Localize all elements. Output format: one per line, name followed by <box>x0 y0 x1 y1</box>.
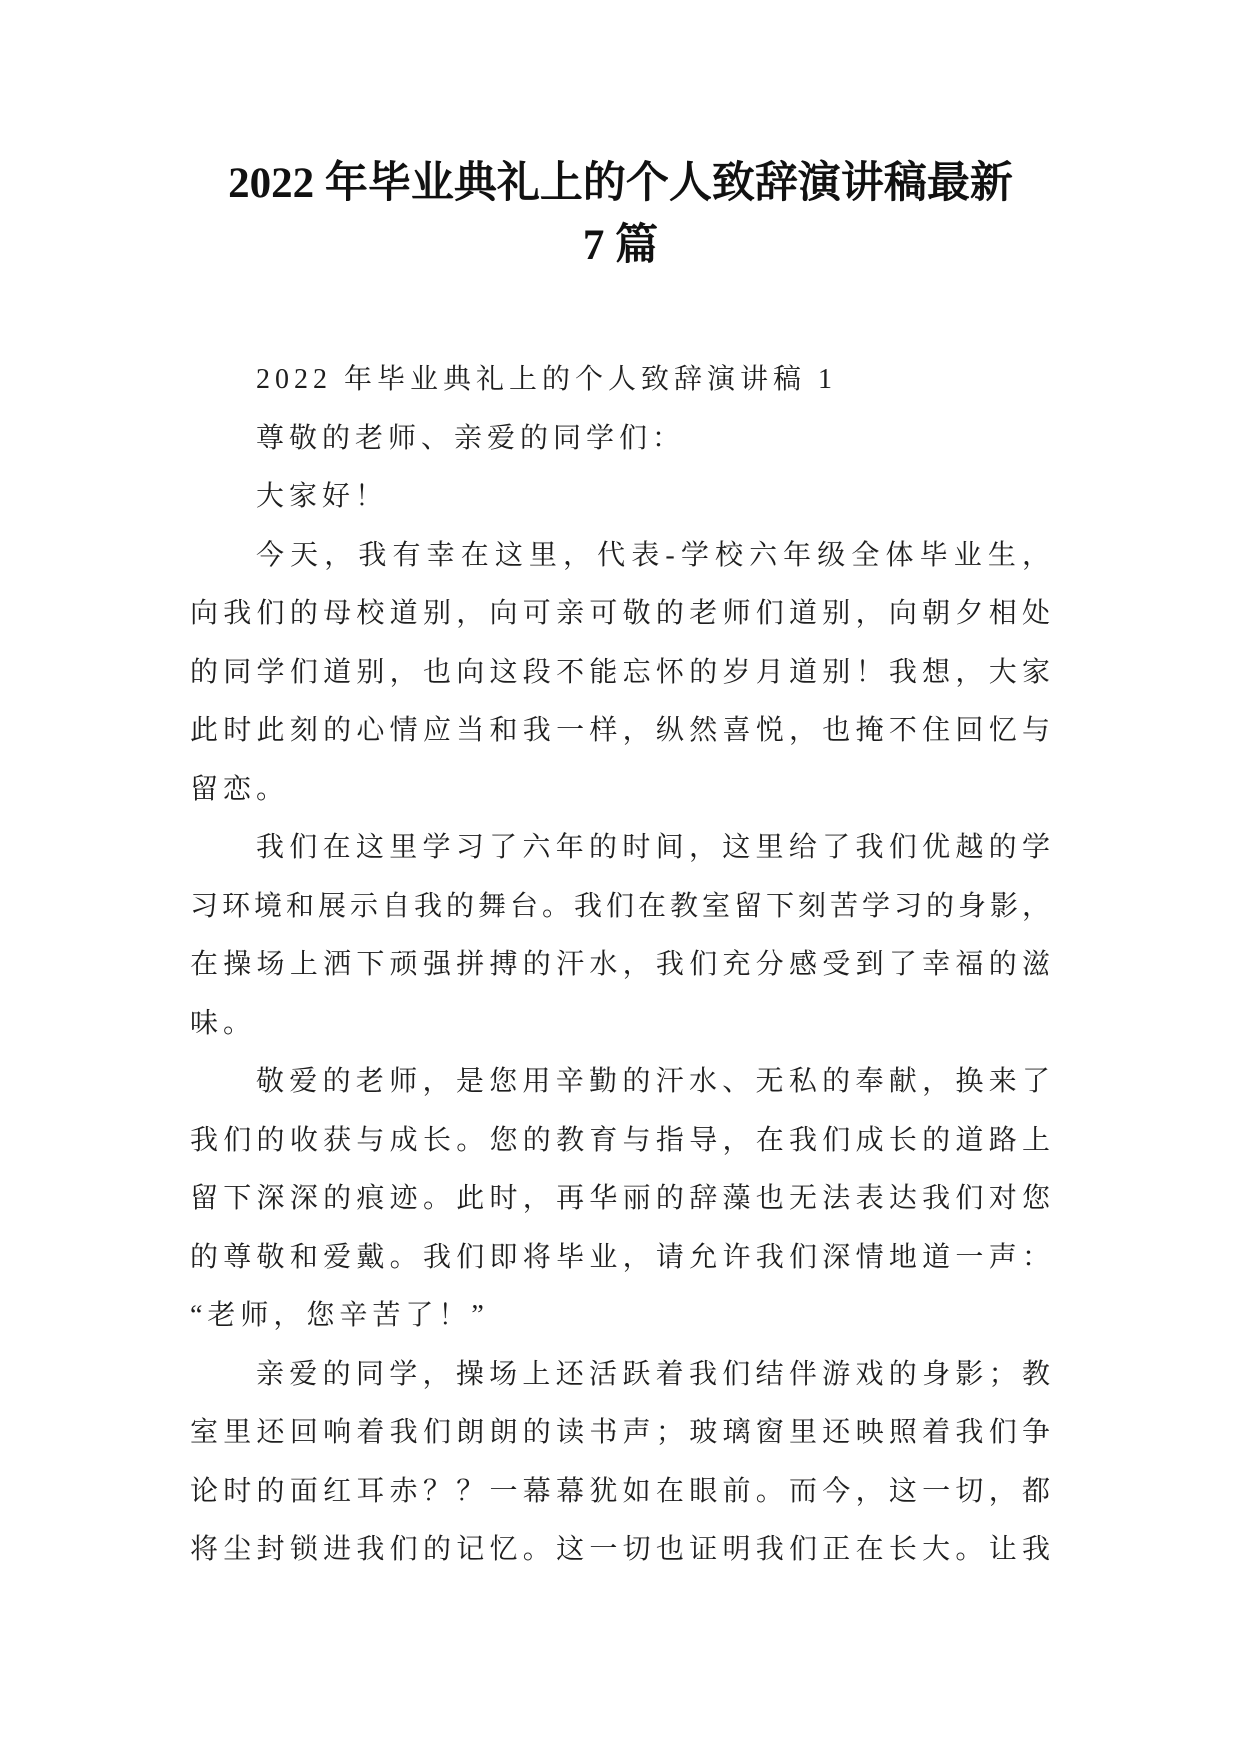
text-line: 向我们的母校道别，向可亲可敬的老师们道别，向朝夕相处 <box>190 598 1050 629</box>
text-line: 尊敬的老师、亲爱的同学们： <box>256 422 686 454</box>
body-paragraph <box>190 1346 1050 1580</box>
text-line: 此时此刻的心情应当和我一样，纵然喜悦，也掩不住回忆与 <box>190 715 1050 746</box>
text-line: 亲爱的同学，操场上还活跃着我们结伴游戏的身影；教 <box>256 1358 1050 1390</box>
text-line: 今天，我有幸在这里，代表-学校六年级全体毕业生， <box>256 539 1050 571</box>
text-line: “老师，您辛苦了！” <box>190 1300 489 1331</box>
text-line: 敬爱的老师，是您用辛勤的汗水、无私的奉献，换来了 <box>256 1066 1050 1097</box>
title-line: 7 篇 <box>582 222 659 269</box>
body-paragraph <box>190 527 1050 820</box>
text-line: 室里还回响着我们朗朗的读书声；玻璃窗里还映照着我们争 <box>190 1417 1050 1448</box>
body-paragraph <box>190 1053 1050 1346</box>
title-line: 2022 年毕业典礼上的个人致辞演讲稿最新 <box>228 160 1013 207</box>
text-line: 习环境和展示自我的舞台。我们在教室留下刻苦学习的身影， <box>190 890 1050 922</box>
text-line: 大家好！ <box>256 481 389 512</box>
document-body <box>190 351 1050 1580</box>
speech-heading <box>190 351 1050 410</box>
text-line: 留恋。 <box>190 773 290 805</box>
body-paragraph <box>190 819 1050 1053</box>
text-line: 论时的面红耳赤？？一幕幕犹如在眼前。而今，这一切，都 <box>190 1475 1050 1507</box>
text-line: 我们在这里学习了六年的时间，这里给了我们优越的学 <box>256 832 1050 863</box>
text-line: 在操场上洒下顽强拼搏的汗水，我们充分感受到了幸福的滋 <box>190 949 1050 980</box>
text-line: 味。 <box>190 1007 257 1039</box>
text-line: 的同学们道别，也向这段不能忘怀的岁月道别！我想，大家 <box>190 656 1050 688</box>
salutation <box>190 410 1050 469</box>
text-line: 2022 年毕业典礼上的个人致辞演讲稿 1 <box>256 364 838 395</box>
text-line: 我们的收获与成长。您的教育与指导，在我们成长的道路上 <box>190 1124 1050 1156</box>
text-line: 的尊敬和爱戴。我们即将毕业，请允许我们深情地道一声： <box>190 1241 1050 1273</box>
text-line: 留下深深的痕迹。此时，再华丽的辞藻也无法表达我们对您 <box>190 1183 1050 1214</box>
greeting <box>190 468 1050 527</box>
text-line: 将尘封锁进我们的记忆。这一切也证明我们正在长大。让我 <box>190 1534 1050 1565</box>
document-title <box>100 153 1141 277</box>
